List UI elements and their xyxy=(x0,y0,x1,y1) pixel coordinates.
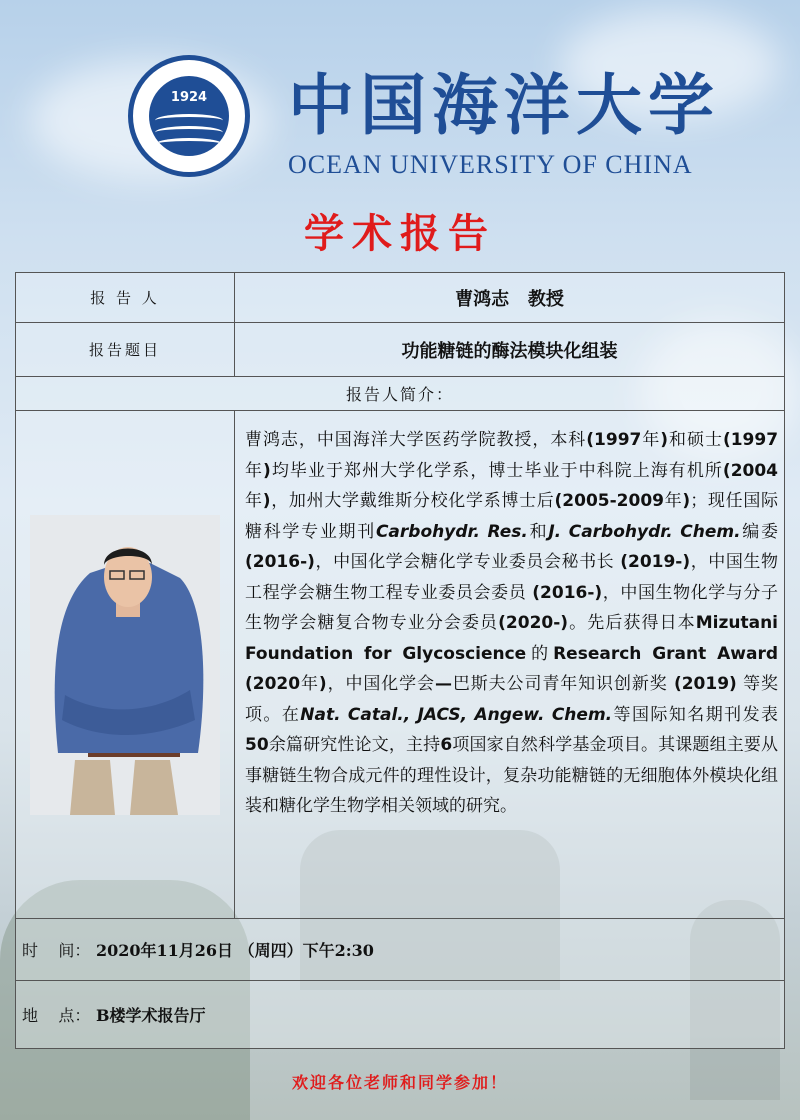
bio-segment: (2019-) xyxy=(620,552,691,572)
speaker-bio xyxy=(235,411,785,919)
bio-segment: 余篇研究性论文，主持 xyxy=(268,735,441,755)
bio-segment: Mizutani Foundation for Glycoscience xyxy=(245,613,779,664)
place-cell xyxy=(16,981,785,1049)
intro-label: 报告人简介： xyxy=(16,377,785,411)
header xyxy=(0,0,800,270)
place-value: B楼学术报告厅 xyxy=(95,1006,206,1025)
place-label: 地 点： xyxy=(22,1006,91,1025)
time-value: 2020年11月26日 （周四）下午2:30 xyxy=(95,941,374,960)
bio-segment: Carbohydr. Res. xyxy=(375,521,528,542)
bio-segment: (2019) xyxy=(673,674,737,694)
bio-segment: 等国际知名期刊发表 xyxy=(612,704,779,725)
topic-label: 报告题目 xyxy=(16,323,235,377)
bio-segment: ) xyxy=(262,491,271,511)
bio-segment: ) xyxy=(682,491,691,511)
time-cell xyxy=(16,919,785,981)
bio-segment: 巴斯夫公司青年知识创新奖 xyxy=(451,674,674,694)
bio-segment: ，中国生物化学与分子生物学会糖复合物专业分会委员 xyxy=(245,582,779,633)
bio-segment: 的 xyxy=(526,643,554,664)
bio-segment: (2004 xyxy=(722,460,779,481)
bio-segment: (1997 xyxy=(722,430,779,450)
speaker-photo xyxy=(30,515,220,815)
bio-segment: 和 xyxy=(527,521,549,542)
welcome-note: 欢迎各位老师和同学参加！ xyxy=(291,1073,508,1092)
speaker-portrait-icon xyxy=(30,515,220,815)
info-table xyxy=(15,272,785,1049)
seal-emblem xyxy=(149,76,229,156)
intro-header-row xyxy=(16,377,785,411)
bio-segment: 和硕士 xyxy=(668,430,723,450)
seal-wave xyxy=(155,138,223,151)
bio-segment: ) xyxy=(263,460,271,481)
topic-row xyxy=(16,323,785,377)
bio-segment: 50 xyxy=(245,735,269,755)
bio-segment: 均毕业于郑州大学化学系，博士毕业于中科院上海有机所 xyxy=(270,460,723,481)
bio-segment: 项国家自然科学基金项目。其课题组主要从事糖链生物合成元件的理性设计，复杂功能糖链的无细胞体外模块化组装和糖化学生物学相关领域的研究。 xyxy=(245,735,779,816)
speaker-value: 曹鸿志 教授 xyxy=(235,273,785,323)
university-seal xyxy=(128,55,250,177)
topic-value: 功能糖链的酶法模块化组装 xyxy=(235,323,785,377)
bio-segment: 。先后获得日本 xyxy=(568,613,696,633)
bio-segment: (2016-) xyxy=(532,582,603,603)
place-row xyxy=(16,981,785,1049)
bio-segment: 6 xyxy=(440,735,453,755)
bio-segment: Nat. Catal., JACS, Angew. Chem. xyxy=(300,704,613,725)
bio-segment: Research Grant Award (2020 xyxy=(245,643,778,694)
bio-segment: ；现任国际糖科学专业期刊 xyxy=(245,491,779,542)
bio-segment: (2016-) xyxy=(245,552,315,572)
bio-row xyxy=(16,411,785,919)
time-row xyxy=(16,919,785,981)
bio-segment: J. Carbohydr. Chem. xyxy=(548,521,741,542)
bio-segment: 年 xyxy=(300,674,319,694)
bio-segment: ，加州大学戴维斯分校化学系博士后 xyxy=(270,491,555,511)
bio-segment: 编委 xyxy=(740,521,779,542)
bio-segment: ，中国化学会糖化学专业委员会秘书长 xyxy=(314,552,621,572)
university-logo-chinese: 中国海洋大学 xyxy=(288,66,720,144)
bio-segment: ) xyxy=(660,430,669,450)
bio-segment: 曹鸿志，中国海洋大学医药学院教授，本科 xyxy=(245,430,587,450)
speaker-label: 报 告 人 xyxy=(16,273,235,323)
bio-segment: 年 xyxy=(245,460,264,481)
bio-segment: ，中国化学会 xyxy=(326,674,435,694)
bio-segment: ) xyxy=(318,674,327,694)
seal-year: 1924 xyxy=(170,90,208,105)
bio-segment: (2020-) xyxy=(498,613,569,633)
speaker-row xyxy=(16,273,785,323)
bio-segment: — xyxy=(434,674,452,694)
bio-segment: 年 xyxy=(664,491,683,511)
bio-segment: (2005-2009 xyxy=(554,491,664,511)
page-title: 学术报告 xyxy=(304,211,496,257)
time-label: 时 间： xyxy=(22,941,91,960)
bio-segment: (1997 xyxy=(586,430,642,450)
bio-segment: ，中国生物工程学会糖生物工程专业委员会委员 xyxy=(245,552,779,603)
bio-segment: 等奖项。在 xyxy=(245,674,779,725)
university-logo-english: OCEAN UNIVERSITY OF CHINA xyxy=(288,150,693,179)
bio-segment: 年 xyxy=(641,430,661,450)
bio-segment: 年 xyxy=(245,491,263,511)
photo-cell xyxy=(16,411,235,919)
